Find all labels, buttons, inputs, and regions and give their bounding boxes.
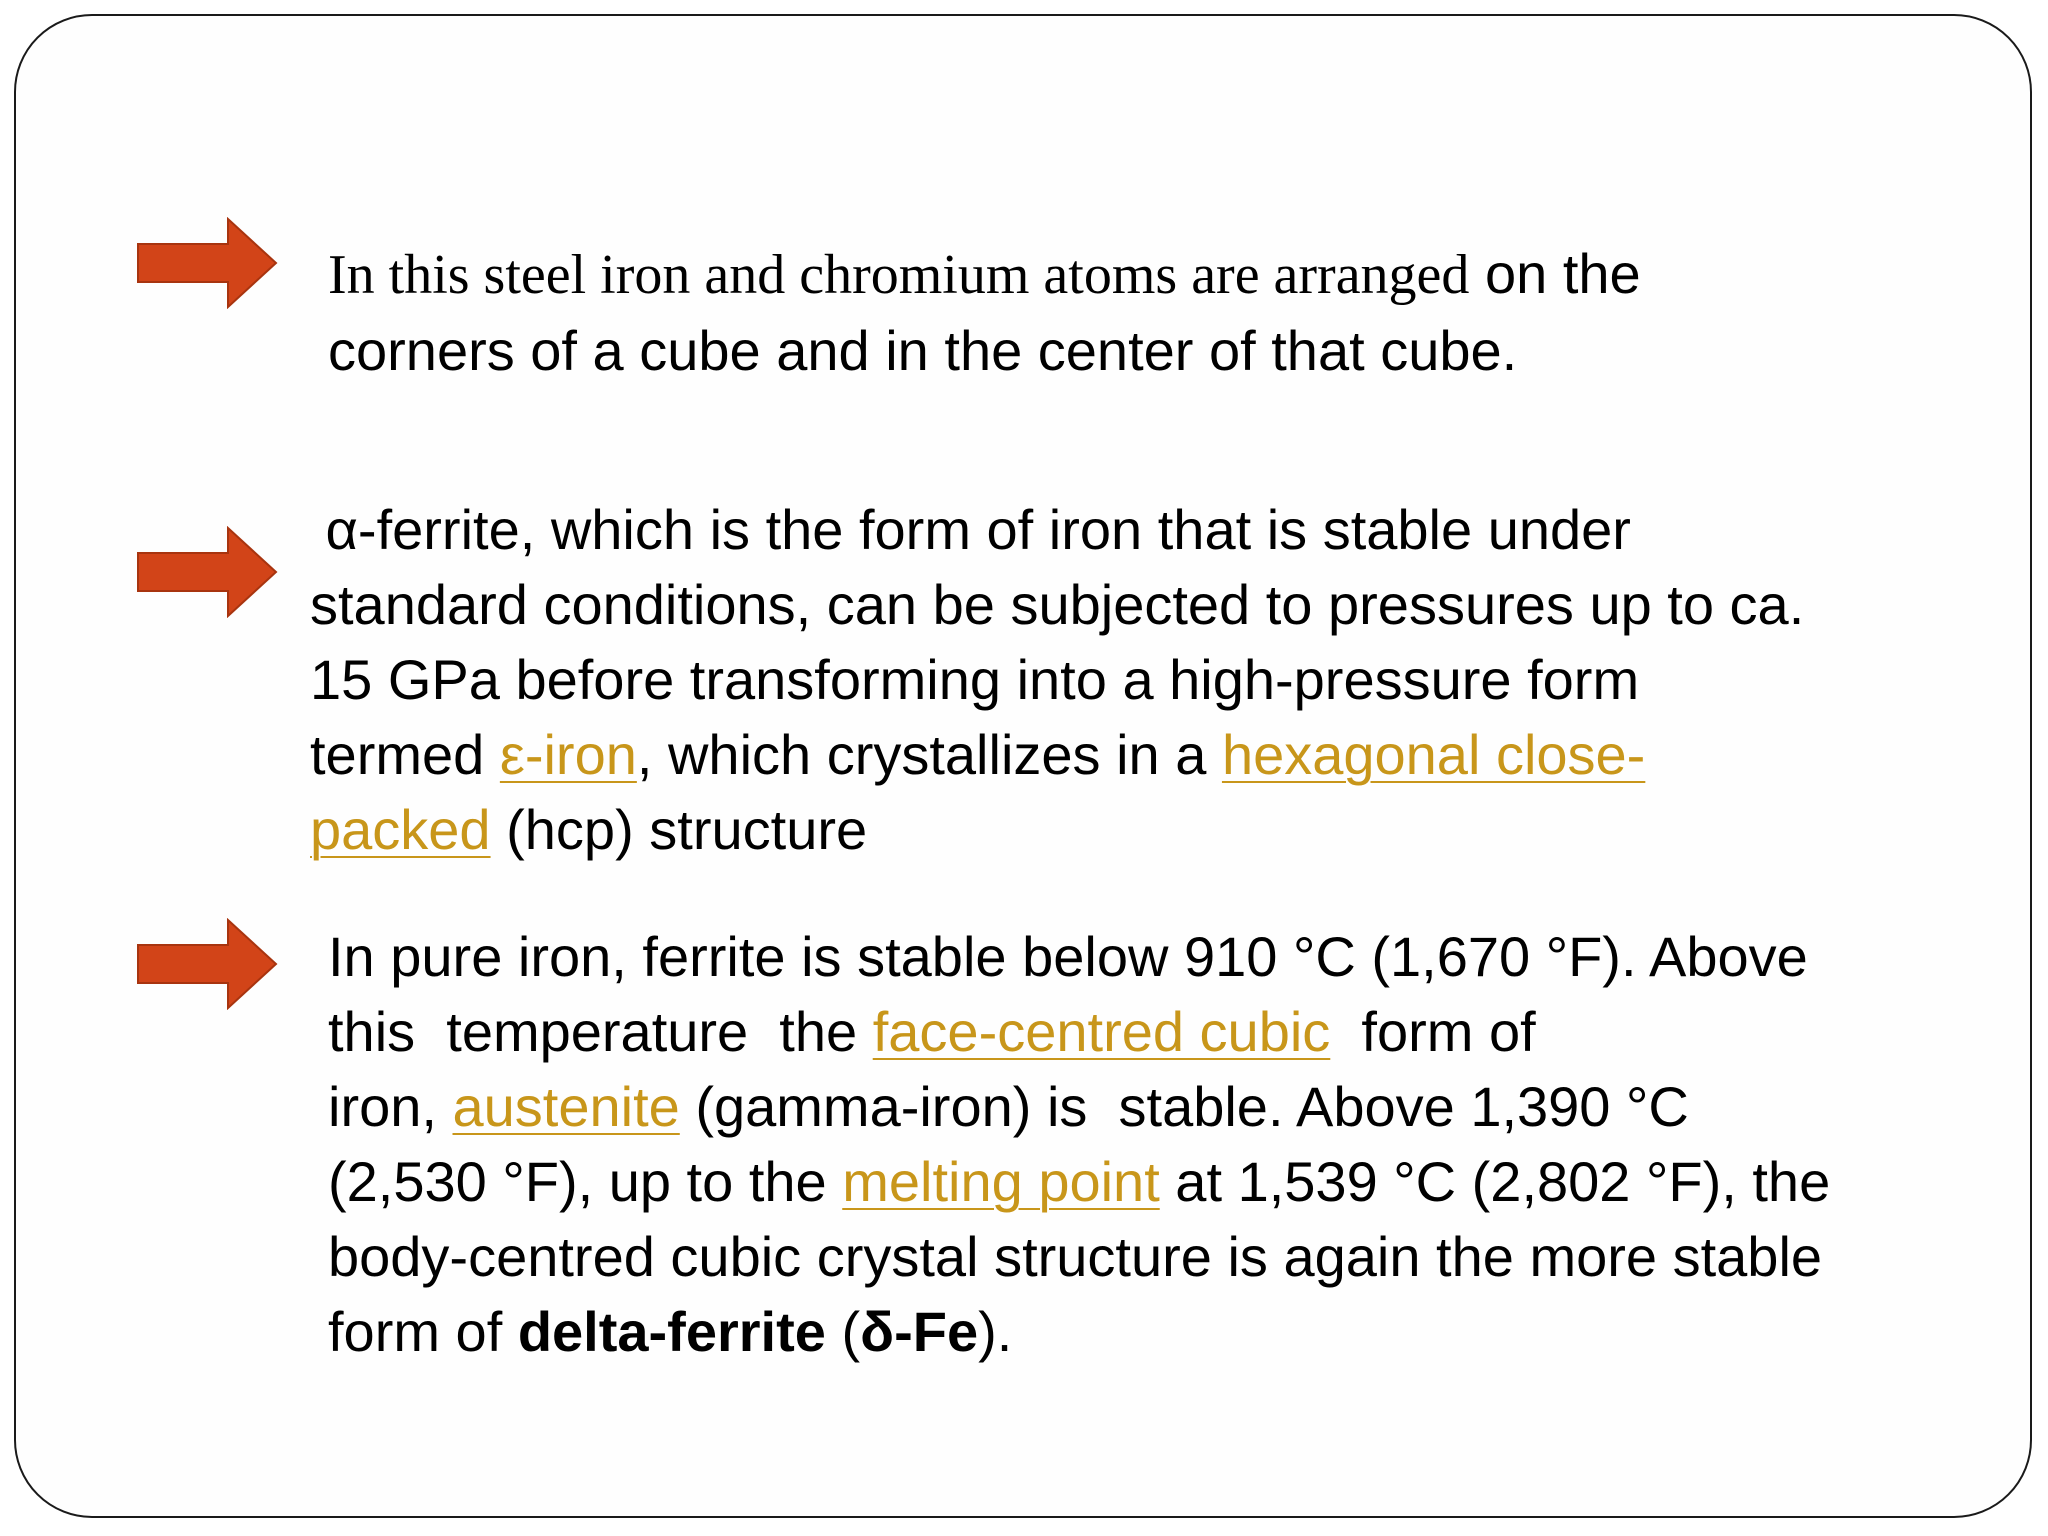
bold-term-delta-fe: δ-Fe bbox=[860, 1300, 979, 1363]
text-segment: ( bbox=[825, 1300, 861, 1363]
text-segment: standard conditions, can be subjected to pressures up to ca. bbox=[310, 573, 1805, 636]
text-segment: termed bbox=[310, 723, 500, 786]
right-arrow-icon bbox=[136, 217, 280, 309]
paragraph-cube-arrangement bbox=[328, 236, 1888, 388]
text-segment: on the bbox=[1469, 242, 1641, 305]
link-austenite[interactable]: austenite bbox=[452, 1075, 680, 1138]
link-face-centred-cubic[interactable]: face-centred cubic bbox=[872, 1000, 1331, 1063]
link-hexagonal-close-packed[interactable]: hexagonal close- bbox=[1221, 723, 1646, 786]
text-segment: form of bbox=[328, 1300, 518, 1363]
text-segment: this temperature the bbox=[328, 1000, 873, 1063]
link-hexagonal-close-packed[interactable]: packed bbox=[310, 798, 491, 861]
paragraph-pure-iron-phases bbox=[328, 919, 2028, 1369]
text-segment: (hcp) structure bbox=[490, 798, 868, 861]
text-segment: In this steel iron and chromium atoms are arranged bbox=[328, 244, 1470, 306]
bold-term-delta-ferrite: delta-ferrite bbox=[517, 1300, 826, 1363]
paragraph-alpha-ferrite bbox=[310, 492, 2000, 867]
link-epsilon-iron[interactable]: ε-iron bbox=[499, 723, 637, 786]
right-arrow-icon bbox=[136, 526, 280, 618]
text-segment: 15 GPa before transforming into a high-pressure form bbox=[310, 648, 1640, 711]
text-segment: (gamma-iron) is stable. Above 1,390 °C bbox=[679, 1075, 1689, 1138]
text-segment: (2,530 °F), up to the bbox=[328, 1150, 843, 1213]
right-arrow-icon bbox=[136, 918, 280, 1010]
link-melting-point[interactable]: melting point bbox=[842, 1150, 1160, 1213]
text-segment: , which crystallizes in a bbox=[636, 723, 1222, 786]
text-segment: at 1,539 °C (2,802 °F), the bbox=[1159, 1150, 1831, 1213]
text-segment: form of bbox=[1330, 1000, 1536, 1063]
text-segment: corners of a cube and in the center of that cube. bbox=[328, 319, 1518, 382]
text-segment: α-ferrite, which is the form of iron that is stable under bbox=[310, 498, 1631, 561]
text-segment: In pure iron, ferrite is stable below 910 °C (1,670 °F). Above bbox=[328, 925, 1808, 988]
text-segment: iron, bbox=[328, 1075, 453, 1138]
text-segment: body-centred cubic crystal structure is again the more stable bbox=[328, 1225, 1823, 1288]
text-segment: ). bbox=[978, 1300, 1013, 1363]
